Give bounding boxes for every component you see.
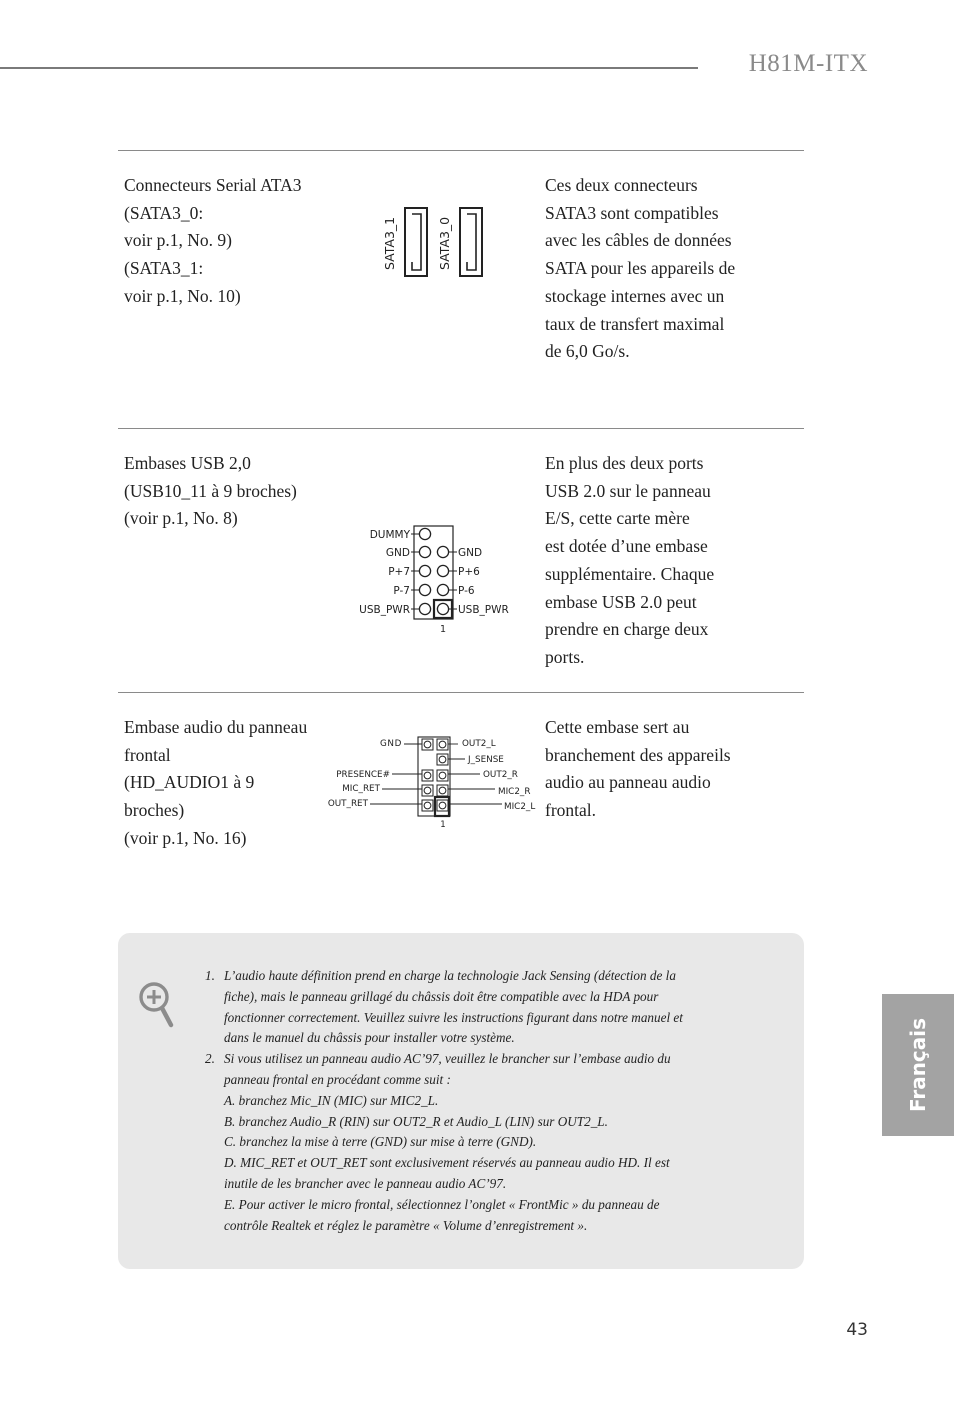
text-line: SATA pour les appareils de [545, 258, 736, 279]
text-line: audio au panneau audio [545, 772, 711, 793]
note-line: A. branchez Mic_IN (MIC) sur MIC2_L. [224, 1092, 439, 1108]
note-line: Si vous utilisez un panneau audio AC’97, veuillez le brancher sur l’embase audio du [224, 1051, 671, 1067]
language-tab[interactable] [882, 994, 954, 1136]
usb-pin-label-usbpwr-right: USB_PWR [458, 604, 509, 616]
audio-description [124, 714, 307, 853]
audio-pin-label-out-ret: OUT_RET [327, 799, 368, 809]
sata-connector-diagram [375, 200, 495, 282]
text-line: voir p.1, No. 10) [124, 285, 241, 306]
sata3-0-port [460, 208, 482, 276]
audio-pin-label-presence: PRESENCE# [336, 770, 390, 780]
text-line: broches) [124, 800, 185, 821]
usb-pin-label-gnd-left: GND [385, 547, 410, 559]
text-line: prendre en charge deux [545, 619, 709, 640]
usb-pin1-label: 1 [439, 624, 447, 635]
text-line: voir p.1, No. 9) [124, 230, 232, 251]
audio-pin-label-out2-r: OUT2_R [483, 770, 518, 780]
audio-pin-label-j-sense: J_SENSE [468, 755, 504, 765]
note-line: L’audio haute définition prend en charge la technologie Jack Sensing (détection de la [224, 968, 676, 983]
note-body [224, 1049, 671, 1236]
text-line: (HD_AUDIO1 à 9 [124, 772, 255, 793]
notes-list [205, 966, 745, 1236]
text-line: est dotée d’une embase [545, 536, 708, 557]
note-body [224, 966, 683, 1049]
usb-pin-label-p6plus: P+6 [458, 566, 480, 578]
text-line: (SATA3_0: [124, 202, 204, 223]
text-line: E/S, cette carte mère [545, 508, 690, 529]
text-line: (voir p.1, No. 8) [124, 508, 238, 529]
header-rule [0, 67, 698, 69]
language-tab-label: Français [906, 1017, 930, 1113]
text-line: (SATA3_1: [124, 258, 204, 279]
audio-pin-label-mic-ret: MIC_RET [342, 784, 380, 794]
note-line: D. MIC_RET et OUT_RET sont exclusivement réservés au panneau audio HD. Il est [224, 1155, 670, 1171]
text-line: Embase audio du panneau [124, 717, 308, 737]
usb-pin-label-gnd-right: GND [458, 547, 483, 559]
text-line: Ces deux connecteurs [545, 175, 698, 195]
list-item [205, 966, 745, 1049]
note-line: panneau frontal en procédant comme suit : [224, 1071, 451, 1087]
audio-header-diagram [320, 732, 545, 832]
page-number: 43 [846, 1320, 868, 1340]
text-line: frontal [124, 744, 171, 765]
note-line: fiche), mais le panneau grillagé du châssis doit être compatible avec la HDA pour [224, 988, 659, 1004]
sata-explanation [545, 172, 735, 366]
note-line: dans le manuel du châssis pour installer votre système. [224, 1030, 515, 1046]
usb-description [124, 450, 297, 533]
section-divider [118, 692, 804, 693]
text-line: stockage internes avec un [545, 285, 725, 306]
audio-pin-label-mic2-l: MIC2_L [504, 802, 536, 812]
audio-explanation [545, 714, 731, 825]
audio-pin1-label: 1 [440, 820, 446, 830]
section-divider [118, 428, 804, 429]
list-item [205, 1049, 745, 1236]
model-title: H81M-ITX [748, 50, 868, 77]
text-line: En plus des deux ports [545, 453, 704, 473]
text-line: taux de transfert maximal [545, 313, 725, 334]
text-line: frontal. [545, 800, 597, 821]
text-line: branchement des appareils [545, 744, 731, 765]
text-line: USB 2.0 sur le panneau [545, 480, 711, 501]
text-line: Connecteurs Serial ATA3 [124, 175, 302, 195]
audio-pin-label-mic2-r: MIC2_R [498, 787, 531, 797]
usb-header-diagram [345, 520, 535, 638]
note-number: 2. [205, 1051, 215, 1067]
sata-description [124, 172, 301, 311]
sata3-1-label: SATA3_1 [382, 216, 397, 270]
text-line: embase USB 2.0 peut [545, 591, 697, 612]
note-line: B. branchez Audio_R (RIN) sur OUT2_R et Audio_L (LIN) sur OUT2_L. [224, 1113, 608, 1129]
note-number: 1. [205, 968, 215, 983]
note-line: fonctionner correctement. Veuillez suivre les instructions figurant dans notre manuel et [224, 1009, 683, 1025]
text-line: supplémentaire. Chaque [545, 563, 715, 584]
text-line: Embases USB 2,0 [124, 453, 251, 473]
text-line: ports. [545, 646, 585, 667]
usb-pin-label-p7plus: P+7 [388, 566, 410, 578]
usb-pin-label-usbpwr-left: USB_PWR [359, 604, 410, 616]
text-line: SATA3 sont compatibles [545, 202, 719, 223]
magnifier-plus-icon [138, 980, 178, 1030]
text-line: Cette embase sert au [545, 717, 690, 737]
note-line: inutile de les brancher avec le panneau audio AC’97. [224, 1175, 507, 1191]
text-line: de 6,0 Go/s. [545, 341, 630, 362]
text-line: (USB10_11 à 9 broches) [124, 480, 297, 501]
audio-pin-label-gnd: GND [380, 739, 402, 749]
audio-pin-label-out2-l: OUT2_L [462, 739, 496, 749]
usb-pin-label-p7minus: P-7 [393, 585, 410, 597]
section-divider [118, 150, 804, 151]
usb-pin-label-p6minus: P-6 [458, 585, 475, 597]
usb-pin-label-dummy: DUMMY [369, 529, 410, 541]
note-line: E. Pour activer le micro frontal, sélectionnez l’onglet « FrontMic » du panneau de [224, 1196, 660, 1212]
sata3-0-label: SATA3_0 [437, 216, 452, 270]
text-line: avec les câbles de données [545, 230, 732, 251]
note-line: C. branchez la mise à terre (GND) sur mise à terre (GND). [224, 1134, 537, 1150]
usb-explanation [545, 450, 714, 672]
text-line: (voir p.1, No. 16) [124, 827, 247, 848]
sata3-1-port [405, 208, 427, 276]
note-line: contrôle Realtek et réglez le paramètre « Volume d’enregistrement ». [224, 1217, 588, 1233]
